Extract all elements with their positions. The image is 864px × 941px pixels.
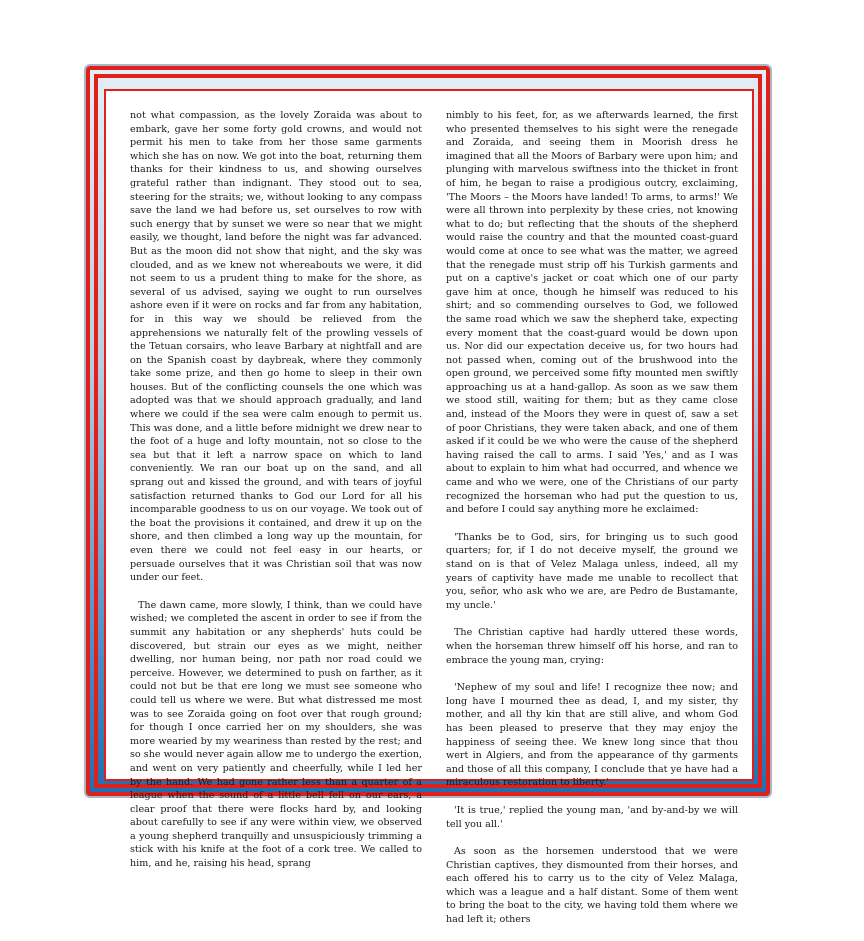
right-column bbox=[446, 109, 738, 941]
paragraph: 'Thanks be to God, sirs, for bringing us to such good quarters; for, if I do not deceive myself, the ground we stand on is that of Velez Malaga unless, indeed, all my years of captivity have made me unable to recollect that you, señor, who ask who we are, are Pedro de Bustamante, my uncle.' bbox=[446, 531, 738, 611]
paragraph: not what compassion, as the lovely Zoraida was about to embark, gave her some forty gold crowns, and would not permit his men to take from her those same garments which she has on now. We got into the boat, returning them thanks for their kindness to us, and showing ourselves grateful rather than indignant. They stood out to sea, steering for the straits; we, without looking to any compass save the land we had before us, set ourselves to row with such energy that by sunset we were so near that we might easily, we thought, land before the night was far advanced. But as the moon did not show that night, and the sky was clouded, and as we knew not whereabouts we were, it did not seem to us a prudent thing to make for the shore, as several of us advised, saying we ought to run ourselves ashore even if it were on rocks and far from any habitation, for in this way we should be relieved from the apprehensions we naturally felt of the prowling vessels of the Tetuan corsairs, who leave Barbary at nightfall and are on the Spanish coast by daybreak, where they commonly take some prize, and then go home to sleep in their own houses. But of the conflicting counsels the one which was adopted was that we should approach gradually, and land where we could if the sea were calm enough to permit us. This was done, and a little before midnight we drew near to the foot of a huge and lofty mountain, not so close to the sea but that it left a narrow space on which to land conveniently. We ran our boat up on the sand, and all sprang out and kissed the ground, and with tears of joyful satisfaction returned thanks to God our Lord for all his incomparable goodness to us on our voyage. We took out of the boat the provisions it contained, and drew it up on the shore, and then climbed a long way up the mountain, for even there we could not feel easy in our hearts, or persuade ourselves that it was Christian soil that was now under our feet. bbox=[130, 110, 422, 584]
paragraph: As soon as the horsemen understood that we were Christian captives, they dismounted from their horses, and each offered his to carry us to the city of Velez Malaga, which was a league and a half distant. Some of them went to bring the boat to the city, we having told them where we had left it; others bbox=[446, 846, 738, 926]
left-column bbox=[130, 109, 422, 885]
paragraph: The dawn came, more slowly, I think, than we could have wished; we completed the ascent in order to see if from the summit any habitation or any shepherds' huts could be discovered, but strain our eyes as we might, neither dwelling, nor human being, nor path nor road could we perceive. However, we determined to push on farther, as it could not but be that ere long we must see someone who could tell us where we were. But what distressed me most was to see Zoraida going on foot over that rough ground; for though I once carried her on my shoulders, she was more wearied by my weariness than rested by the rest; and so she would never again allow me to undergo the exertion, and went on very patiently and cheerfully, while I led her by the hand. We had gone rather less than a quarter of a league when the sound of a little bell fell on our ears, a clear proof that there were flocks hard by, and looking about carefully to see if any were within view, we observed a young shepherd tranquilly and unsuspiciously trimming a stick with his knife at the foot of a cork tree. We called to him, and he, raising his head, sprang bbox=[130, 599, 422, 870]
document-page bbox=[104, 89, 754, 926]
paragraph: The Christian captive had hardly uttered these words, when the horseman threw himself off his horse, and ran to embrace the young man, crying: bbox=[446, 627, 738, 666]
paragraph: 'Nephew of my soul and life! I recognize thee now; and long have I mourned thee as dead, I, and my sister, thy mother, and all thy kin that are still alive, and whom God has been pleased to preserve that they may enjoy the happiness of seeing thee. We knew long since that thou wert in Algiers, and from the appearance of thy garments and those of all this company, I conclude that ye have had a miraculous restoration to liberty.' bbox=[446, 682, 738, 789]
paragraph: nimbly to his feet, for, as we afterwards learned, the first who presented themselves to his sight were the renegade and Zoraida, and seeing them in Moorish dress he imagined that all the Moors of Barbary were upon him; and plunging with marvelous swiftness into the thicket in front of him, he began to raise a prodigious outcry, exclaiming, 'The Moors – the Moors have landed! To arms, to arms!' We were all thrown into perplexity by these cries, not knowing what to do; but reflecting that the shouts of the shepherd would raise the country and that the mounted coast-guard would come at once to see what was the matter, we agreed that the renegade must strip off his Turkish garments and put on a captive's jacket or coat which one of our party gave him at once, though he himself was reduced to his shirt; and so commending ourselves to God, we followed the same road which we saw the shepherd take, expecting every moment that the coast-guard would be down upon us. Nor did our expectation deceive us, for two hours had not passed when, coming out of the brushwood into the open ground, we perceived some fifty mounted men swiftly approaching us at a hand-gallop. As soon as we saw them we stood still, waiting for them; but as they came close and, instead of the Moors they were in quest of, saw a set of poor Christians, they were taken aback, and one of them asked if it could be we who were the cause of the shepherd having raised the call to arms. I said 'Yes,' and as I was about to explain to him what had occurred, and whence we came and who we were, one of the Christians of our party recognized the horseman who had put the question to us, and before I could say anything more he exclaimed: bbox=[446, 110, 738, 516]
paragraph: 'It is true,' replied the young man, 'and by-and-by we will tell you all.' bbox=[446, 804, 738, 830]
